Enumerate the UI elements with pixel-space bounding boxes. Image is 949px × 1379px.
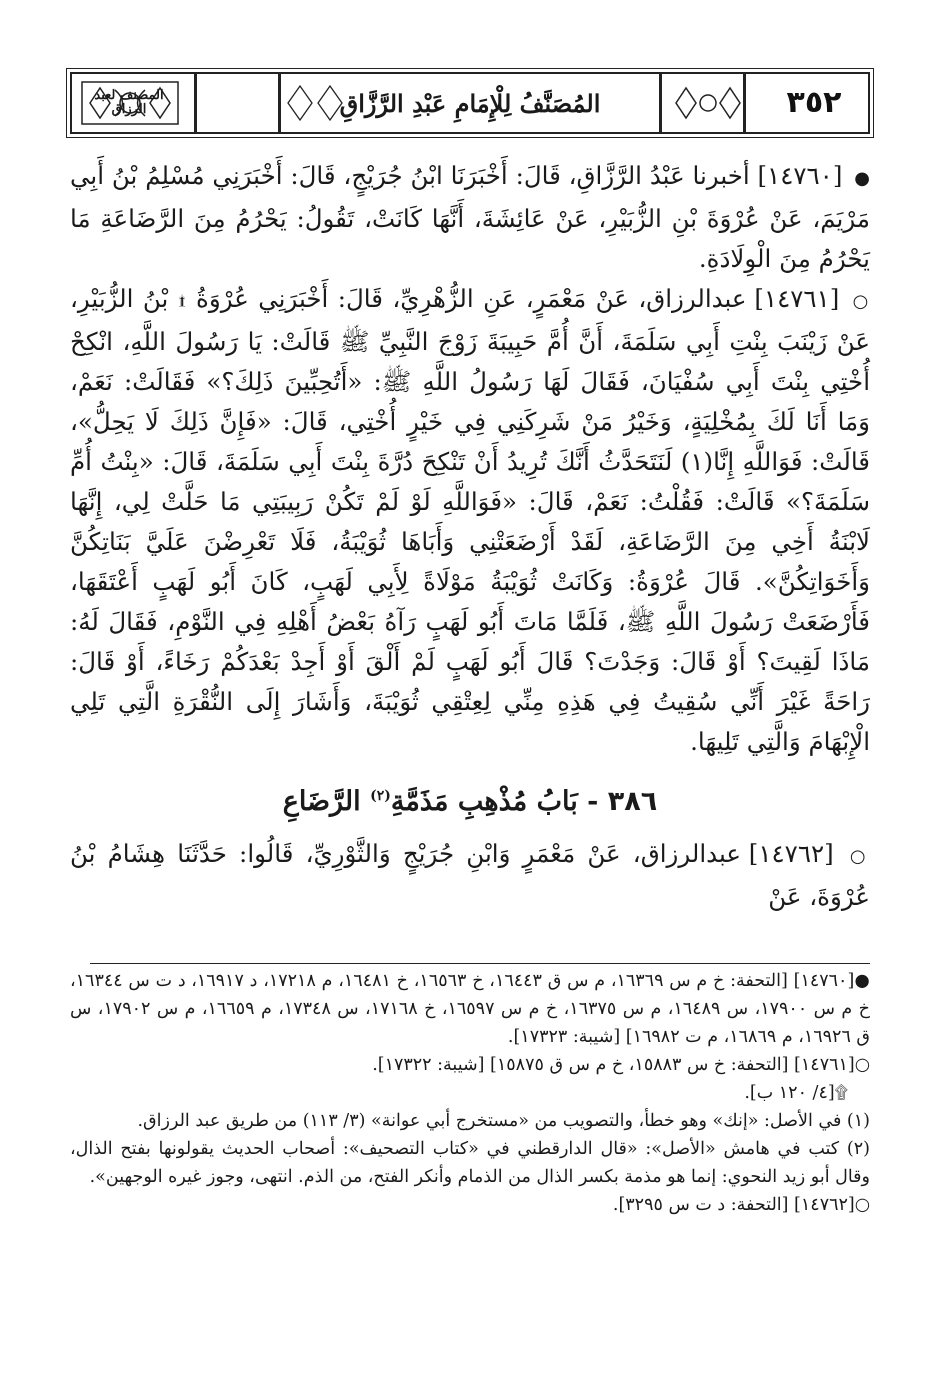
hadith-text: [١٤٧٦٢] عبدالرزاق، عَنْ مَعْمَرٍ وَابْنِ جُرَيْجٍ وَالثَّوْرِيِّ، قَالُوا: حَدَّثَنَا هِشَامُ بْنُ عُرْوَةَ، عَنْ: [70, 839, 870, 911]
hadith-14762: [70, 834, 870, 917]
corner-logo: المصنف لعبد الرزاق: [94, 87, 164, 117]
hadith-14761: [70, 279, 870, 762]
chapter-number: ٣٨٦: [607, 786, 658, 817]
hadith-marker: ●: [854, 168, 870, 189]
page: [70, 60, 870, 1360]
page-header: [70, 72, 870, 134]
chapter-title-end: الرَّضَاعِ: [282, 786, 361, 817]
hadith-14760: [70, 156, 870, 279]
page-number: ٣٥٢: [786, 84, 842, 120]
ornament-right-icon: [668, 80, 748, 126]
hadith-marker: ○: [852, 291, 870, 312]
chapter-title: - بَابُ مُذْهِبِ مَذَمَّةِ: [390, 786, 599, 817]
hadith-text: [١٤٧٦١] عبدالرزاق، عَنْ مَعْمَرٍ، عَنِ الزُّهْرِيِّ، قَالَ: أَخْبَرَنِي عُرْوَةُ ۩ بْنُ الزُّبَيْرِ، عَنْ زَيْنَبَ بِنْتِ أَبِي سَلَمَةَ، أَنَّ أُمَّ حَبِيبَةَ زَوْجَ النَّبِيِّ ﷺ قَالَتْ: يَا رَسُولَ اللَّهِ، انْكِحْ أُخْتِي بِنْتَ أَبِي سُفْيَانَ، فَقَالَ لَهَا رَسُولُ اللَّهِ ﷺ: «أَتُحِبِّينَ ذَلِكَ؟» فَقَالَتْ: نَعَمْ، وَمَا أَنَا لَكَ بِمُخْلِيَةٍ، وَخَيْرُ مَنْ شَرِكَنِي فِي خَيْرٍ أُخْتِي، قَالَ: «فَإِنَّ ذَلِكَ لَا يَحِلُّ»، قَالَتْ: فَوَاللَّهِ إِنَّا(١) لَنَتَحَدَّثُ أَنَّكَ تُرِيدُ أَنْ تَنْكِحَ دُرَّةَ بِنْتَ أَبِي سَلَمَةَ، قَالَ: «بِنْتُ أُمِّ سَلَمَةَ؟» قَالَتْ: فَقُلْتُ: نَعَمْ، قَالَ: «فَوَاللَّهِ لَوْ لَمْ تَكُنْ رَبِيبَتِي مَا حَلَّتْ لِي، إِنَّهَا لَابْنَةُ أَخِي مِنَ الرَّضَاعَةِ، لَقَدْ أَرْضَعَتْنِي وَأَبَاهَا ثُوَيْبَةُ، فَلَا تَعْرِضْنَ عَلَيَّ بَنَاتِكُنَّ وَأَخَوَاتِكُنَّ». قَالَ عُرْوَةُ: وَكَانَتْ ثُوَيْبَةُ مَوْلَاةً لِأَبِي لَهَبٍ، كَانَ أَبُو لَهَبٍ أَعْتَقَهَا، فَأَرْضَعَتْ رَسُولَ اللَّهِ ﷺ، فَلَمَّا مَاتَ أَبُو لَهَبٍ رَآهُ بَعْضُ أَهْلِهِ فِي النَّوْمِ، فَقَالَ لَهُ: مَاذَا لَقِيتَ؟ أَوْ قَالَ: وَجَدْتَ؟ قَالَ أَبُو لَهَبٍ لَمْ أَلْقَ أَوْ أَجِدْ بَعْدَكُمْ رَخَاءً، أَوْ قَالَ: رَاحَةً غَيْرَ أَنِّي سُقِيتُ فِي هَذِهِ مِنِّي لِعِتْقِي ثُوَيْبَةَ، وَأَشَارَ إِلَى النُّقْرَةِ الَّتِي تَلِي الْإِبْهَامَ وَالَّتِي تَلِيهَا.: [70, 284, 870, 756]
chapter-footnote-ref: (٢): [370, 788, 391, 804]
footnote-14762: ○[١٤٧٦٢] [التحفة: د ت س ٣٢٩٥].: [612, 1195, 870, 1215]
header-divider-left: [194, 74, 197, 132]
footnote-1: (١) في الأصل: «إنك» وهو خطأ، والتصويب من «مستخرج أبي عوانة» (٣/ ١١٣) من طريق عبد الرزاق.: [137, 1111, 870, 1131]
main-text: [70, 156, 870, 917]
header-divider-right-2: [659, 74, 662, 132]
hadith-text: [١٤٧٦٠] أخبرنا عَبْدُ الرَّزَّاقِ، قَالَ: أَخْبَرَنَا ابْنُ جُرَيْجٍ، قَالَ: أَخْبَرَنِي مُسْلِمُ بْنُ أَبِي مَرْيَمَ، عَنْ عُرْوَةَ بْنِ الزُّبَيْرِ، عَنْ عَائِشَةَ، أَنَّهَا كَانَتْ، تَقُولُ: يَحْرُمُ مِنَ الرَّضَاعَةِ مَا يَحْرُمُ مِنَ الْوِلَادَةِ.: [70, 161, 870, 273]
footnote-separator: [90, 963, 870, 964]
chapter-heading: [70, 782, 870, 822]
book-title: المُصَنَّفُ لِلْإِمَامِ عَبْدِ الرَّزَّاقِ: [339, 88, 601, 118]
ornament-inner-left-icon: [280, 80, 350, 126]
footnote-folio: ۩[٤/ ١٢٠ ب].: [744, 1083, 848, 1103]
footnote-14760: ●[١٤٧٦٠] [التحفة: خ م س ١٦٣٦٩، م س ق ١٦٤٤٣، خ ١٦٥٦٣، خ ١٦٤٨١، م ١٧٢١٨، د ١٦٩١٧، د ت س ١٦٣٤٤، خ م س ١٧٩٠٠، س ١٦٤٨٩، م س ١٦٣٧٥، خ م س ١٦٥٩٧، خ ١٧١٦٨، س ١٧٣٤٨، م ١٦٦٥٩، م س ١٧٩٠٢، س ق ١٦٩٢٦، م ١٦٨٦٩، م ت ١٦٩٨٢] [شيبة: ١٧٣٢٣].: [70, 971, 870, 1047]
footnote-2: (٢) كتب في هامش «الأصل»: «قال الدارقطني في «كتاب التصحيف»: أصحاب الحديث يقولونها بفتح الذال، وقال أبو زيد النحوي: إنما هو مذمة بكسر الذال من الذمام وأنكر الفتح، من الذم. انتهى، وجوز غيره الوجهين».: [70, 1139, 870, 1187]
footnotes: [70, 967, 870, 1219]
hadith-marker: ○: [849, 846, 870, 867]
footnote-14761: ○[١٤٧٦١] [التحفة: خ س ١٥٨٨٣، خ م س ق ١٥٨٧٥] [شيبة: ١٧٣٢٢].: [372, 1055, 870, 1075]
